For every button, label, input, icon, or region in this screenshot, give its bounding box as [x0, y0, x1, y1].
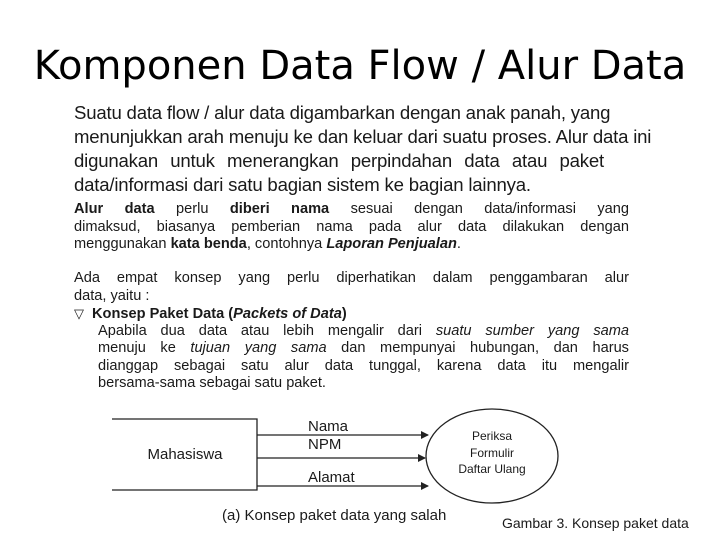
diagram-caption: (a) Konsep paket data yang salah: [222, 507, 447, 524]
text-line: data/informasi dari satu bagian sistem ke bagian lainnya.: [74, 174, 531, 195]
flow-label-nama: Nama: [308, 418, 349, 435]
text-line: Suatu data flow / alur data digambarkan dengan anak panah, yang: [74, 102, 611, 123]
italic-text: Laporan Penjualan: [326, 236, 457, 252]
emphasis-text: Alur data: [74, 201, 155, 217]
text-span: perlu: [154, 201, 230, 217]
text-line: Ada empat konsep yang perlu diperhatikan dalam penggambaran alur: [74, 270, 629, 286]
text-line: dianggap sebagai satu alur data tunggal, karena data itu mengalir: [98, 357, 629, 374]
text-line: data, yaitu :: [74, 287, 150, 304]
text-span: dan mempunyai hubungan, dan harus: [326, 340, 629, 356]
text-span: , contohnya: [246, 236, 327, 252]
heading-text: Konsep Paket Data (: [92, 306, 234, 322]
italic-text: suatu sumber yang sama: [435, 322, 630, 339]
flow-label-alamat: Alamat: [308, 469, 355, 486]
heading-text: ): [341, 306, 347, 322]
entity-label: Mahasiswa: [147, 446, 223, 463]
text-line: digunakan untuk menerangkan perpindahan data atau paket: [74, 150, 604, 171]
italic-text: tujuan yang sama: [190, 340, 327, 356]
process-label-line: Formulir: [470, 446, 514, 460]
process-label-line: Daftar Ulang: [458, 462, 526, 476]
text-span: menggunakan: [74, 236, 171, 252]
text-line: bersama-sama sebagai satu paket.: [98, 375, 326, 391]
text-line: menunjukkan arah menuju ke dan keluar dari suatu proses. Alur data ini: [74, 126, 652, 147]
text-span: .: [456, 236, 461, 252]
text-span: Apabila dua data atau lebih mengalir dari: [98, 322, 436, 339]
italic-text: Packets of Data: [233, 306, 342, 322]
text-line: dimaksud, biasanya pemberian nama pada alur data dilakukan dengan: [74, 218, 629, 235]
flow-label-npm: NPM: [308, 436, 342, 453]
triangle-bullet-icon: ▽: [74, 306, 84, 321]
emphasis-text: diberi nama: [229, 201, 330, 217]
emphasis-text: kata benda: [170, 236, 247, 252]
figure-caption: Gambar 3. Konsep paket data: [502, 515, 689, 531]
text-span: menuju ke: [98, 340, 191, 356]
text-span: sesuai dengan data/informasi yang: [329, 201, 630, 217]
process-label-line: Periksa: [471, 429, 513, 443]
slide-title: Komponen Data Flow / Alur Data: [33, 43, 687, 89]
